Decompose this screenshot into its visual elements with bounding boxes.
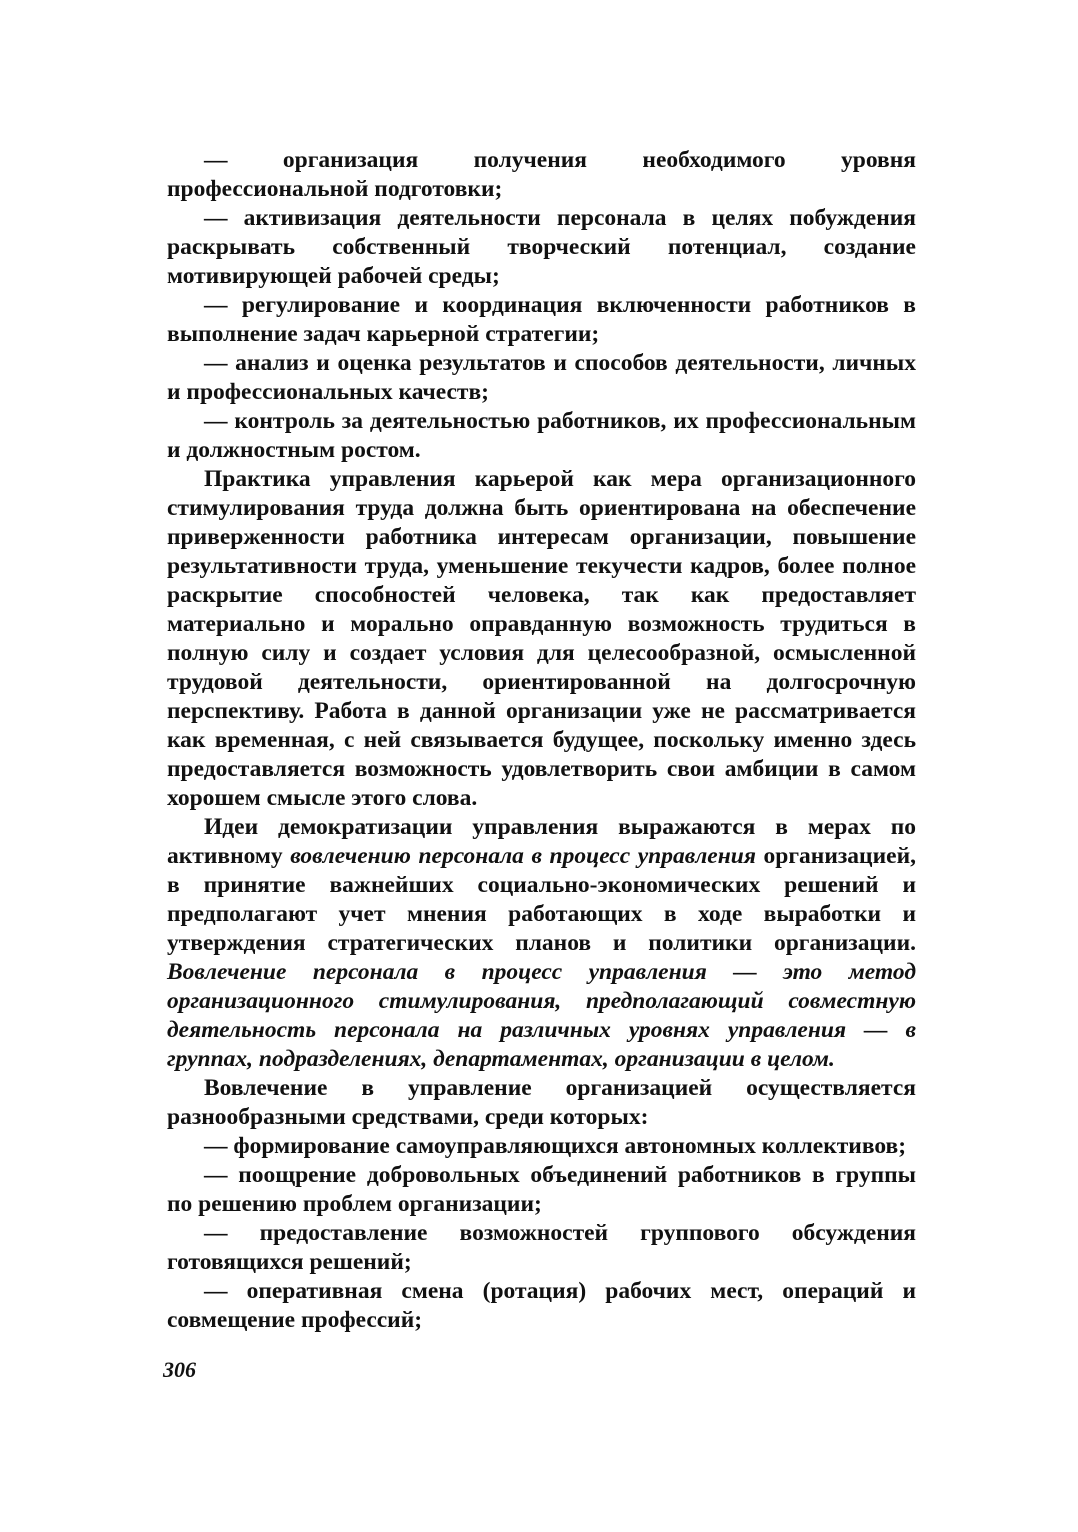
- paragraph-text: — поощрение добровольных объединений работников в группы по решению проблем организации;: [167, 1162, 916, 1217]
- emphasized-text: вовлечению персонала в процесс управления: [290, 843, 756, 869]
- page-number: 306: [163, 1357, 196, 1382]
- paragraph-text: — активизация деятельности персонала в целях побуждения раскрывать собственный творческий потенциал, создание мотивирующей рабочей среды;: [167, 205, 916, 289]
- paragraph-text: — регулирование и координация включенности работников в выполнение задач карьерной стратегии;: [167, 292, 916, 347]
- paragraph: [167, 813, 916, 1074]
- paragraph-text: — предоставление возможностей группового обсуждения готовящихся решений;: [167, 1220, 916, 1275]
- paragraph-text: — организация получения необходимого уровня профессиональной подготовки;: [167, 147, 916, 202]
- paragraph-text: — контроль за деятельностью работников, их профессиональным и должностным ростом.: [167, 408, 916, 463]
- paragraph: [167, 407, 916, 465]
- paragraph: [167, 1277, 916, 1335]
- paragraph: [167, 204, 916, 291]
- paragraph: [167, 1074, 916, 1132]
- body-text: [167, 146, 916, 1335]
- paragraph: [167, 1161, 916, 1219]
- paragraph-text: — формирование самоуправляющихся автономных коллективов;: [204, 1133, 907, 1159]
- paragraph: [167, 465, 916, 813]
- paragraph: [167, 349, 916, 407]
- paragraph: [167, 146, 916, 204]
- paragraph-text: — оперативная смена (ротация) рабочих мест, операций и совмещение профессий;: [167, 1278, 916, 1333]
- paragraph-text: Вовлечение в управление организацией осуществляется разнообразными средствами, среди которых:: [167, 1075, 916, 1130]
- paragraph-text: — анализ и оценка результатов и способов деятельности, личных и профессиональных качеств;: [167, 350, 916, 405]
- paragraph-text: Практика управления карьерой как мера организационного стимулирования труда должна быть ориентирована на обеспечение приверженности работника интересам организации, повышение результативности труда, уменьшение текучести кадров, более полное раскрытие способностей человека, так как предоставляет материально и морально оправданную возможность трудиться в полную силу и создает условия для целесообразной, осмысленной трудовой деятельности, ориентированной на долгосрочную перспективу. Работа в данной организации уже не рассматривается как временная, с ней связывается будущее, поскольку именно здесь предоставляется возможность удовлетворить свои амбиции в самом хорошем смысле этого слова.: [167, 466, 916, 811]
- paragraph: [167, 1219, 916, 1277]
- paragraph-text: Идеи демократизации управления выражаются в мерах по активному: [167, 814, 916, 869]
- paragraph: [167, 291, 916, 349]
- paragraph: [167, 1132, 916, 1161]
- emphasized-text: Вовлечение персонала в процесс управления — это метод организационного стимулирования, предполагающий совместную деятельность персонала на различных уровнях управления — в группах, подразделениях, департаментах, организации в целом.: [167, 959, 916, 1072]
- paragraph-text: организацией, в принятие важнейших социально-экономических решений и предполагают учет мнения работающих в ходе выработки и утверждения стратегических планов и политики организации.: [167, 843, 916, 956]
